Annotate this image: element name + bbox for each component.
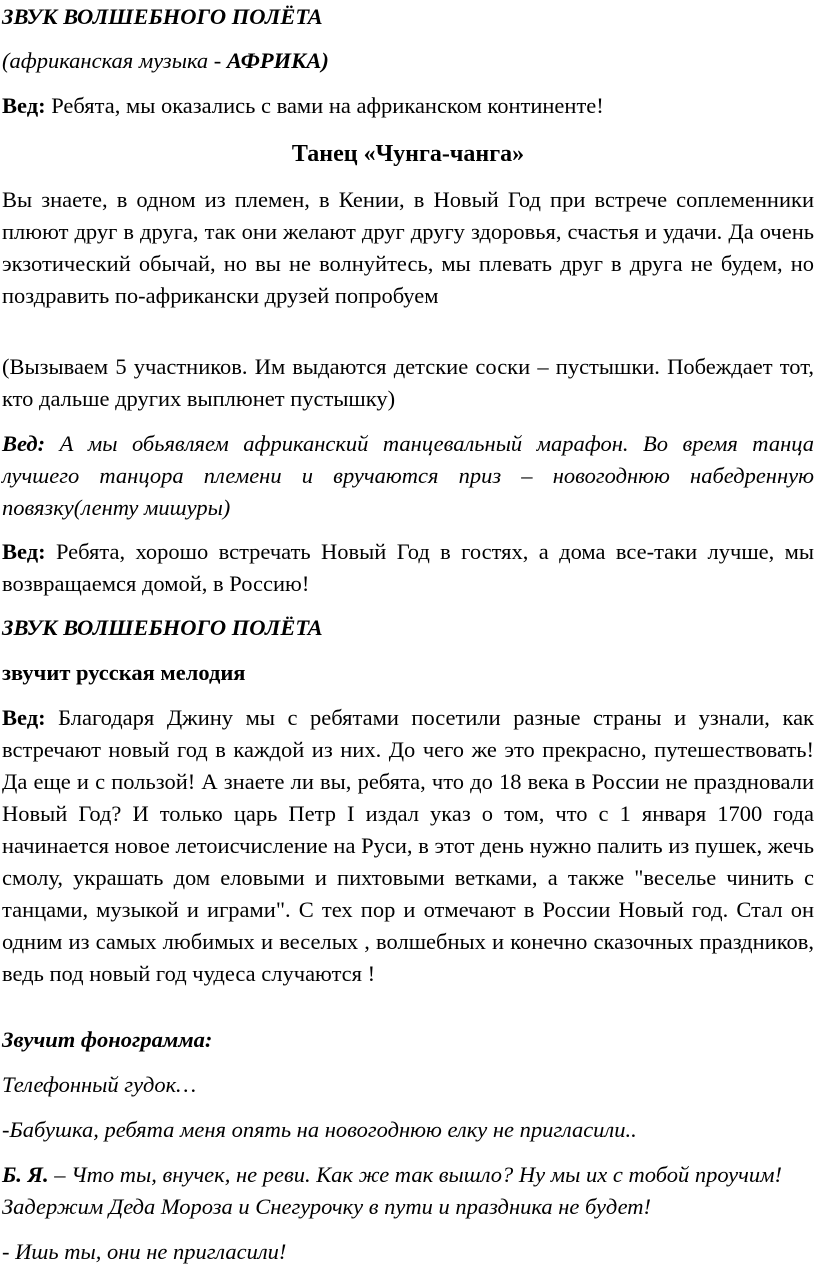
sound-cue-heading-1: ЗВУК ВОЛШЕБНОГО ПОЛЁТА — [2, 4, 323, 29]
russian-melody-cue: звучит русская мелодия — [2, 660, 246, 685]
host-text: А мы обьявляем африканский танцевальный марафон. Во время танца лучшего танцора племени и вручаются приз – новогоднюю набедренную повязку(ленту мишуры) — [2, 431, 814, 520]
host-line-return — [2, 536, 814, 600]
host-label: Вед: — [2, 539, 46, 564]
speaker-label: Б. Я. — [2, 1162, 49, 1187]
host-label: Вед: — [2, 705, 46, 730]
sound-cue-heading-2: ЗВУК ВОЛШЕБНОГО ПОЛЁТА — [2, 615, 323, 640]
dance-title: Танец «Чунга-чанга» — [291, 141, 525, 167]
host-line-1 — [2, 90, 604, 122]
baba-yaga-line — [2, 1159, 814, 1223]
kenya-paragraph: Вы знаете, в одном из племен, в Кении, в Новый Год при встрече соплеменники плюют друг в друга, так они желают друг другу здоровья, счастья и удачи. Да очень экзотический обычай, но вы не волнуйтесь, мы плевать друг в друга не будем, но поздравить по-африкански друзей попробуем — [2, 187, 814, 308]
host-text: Ребята, мы оказались с вами на африканском континенте! — [45, 93, 604, 118]
host-line-marathon — [2, 428, 814, 524]
host-text: Благодаря Джину мы с ребятами посетили разные страны и узнали, как встречают новый год в каждой из них. До чего же это прекрасно, путешествовать! Да еще и с пользой! А знаете ли вы, ребята, что до 18 века в России не праздновали Новый Год? И только царь Петр I издал указ о том, что с 1 января 1700 года начинается новое летоисчисление на Руси, в этот день нужно палить из пушек, жечь смолу, украшать дом еловыми и пихтовыми ветками, а также "веселье чинить с танцами, музыкой и играми". С тех пор и отмечают в России Новый год. Стал он одним из самых любимых и веселых , волшебных и конечно сказочных праздников, ведь под новый год чудеса случаются ! — [2, 705, 814, 986]
phone-tone-line: Телефонный гудок… — [2, 1072, 197, 1097]
host-line-history — [2, 702, 814, 990]
music-note-prefix: (африканская музыка - — [2, 48, 227, 73]
participants-instruction: (Вызываем 5 участников. Им выдаются детские соски – пустышки. Побеждает тот, кто дальше других выплюнет пустышку) — [2, 354, 814, 411]
host-label: Вед: — [2, 93, 46, 118]
final-line: - Ишь ты, они не пригласили! — [2, 1239, 287, 1264]
speaker-text: – Что ты, внучек, не реви. Как же так вышло? Ну мы их с тобой проучим! Задержим Деда Мороза и Снегурочку в пути и праздника не будет! — [2, 1162, 782, 1219]
music-note-africa-bold: АФРИКА) — [226, 48, 329, 73]
host-label: Вед: — [2, 431, 46, 456]
host-text: Ребята, хорошо встречать Новый Год в гостях, а дома все-таки лучше, мы возвращаемся домой, в Россию! — [2, 539, 814, 596]
music-note-africa — [2, 45, 329, 77]
phonogram-cue: Звучит фонограмма: — [2, 1027, 213, 1052]
grandson-line: -Бабушка, ребята меня опять на новогоднюю елку не пригласили.. — [2, 1117, 637, 1142]
